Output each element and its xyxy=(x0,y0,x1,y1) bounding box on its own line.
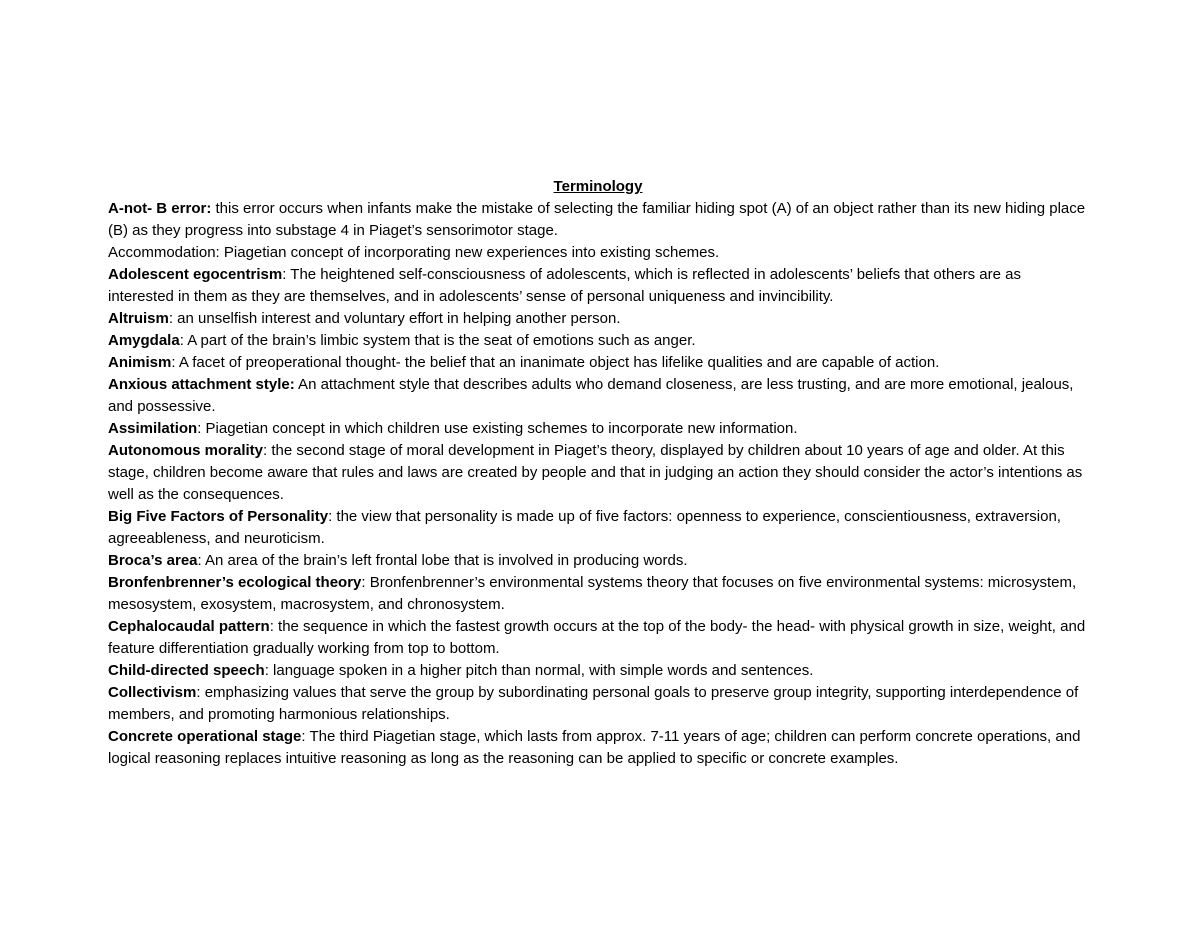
definition: : A facet of preoperational thought- the belief that an inanimate object has lifelike qualities and are capable of action. xyxy=(171,354,940,371)
entry-autonomous-morality xyxy=(108,440,1088,506)
term: Adolescent egocentrism xyxy=(108,266,283,283)
definition: : the second stage of moral development in Piaget’s theory, displayed by children about 10 years of age and older. At this stage, children become aware that rules and laws are created by people and that in judging an action they should consider the actor’s intentions as well as the consequences. xyxy=(108,442,1083,503)
definition: : The heightened self-consciousness of adolescents, which is reflected in adolescents’ beliefs that others are as interested in them as they are themselves, and in adolescents’ sense of personal uniqueness and invincibility. xyxy=(108,266,1021,305)
definition: : The third Piagetian stage, which lasts from approx. 7-11 years of age; children can perform concrete operations, and logical reasoning replaces intuitive reasoning as long as the reasoning can be applied to specific or concrete examples. xyxy=(108,728,1081,767)
term: Child-directed speech xyxy=(108,662,265,679)
entry-child-directed-speech xyxy=(108,660,1088,682)
term: Amygdala xyxy=(108,332,180,349)
term: A-not- B error: xyxy=(108,200,212,217)
definition: : An area of the brain’s left frontal lobe that is involved in producing words. xyxy=(197,552,688,569)
entry-amygdala xyxy=(108,330,1088,352)
term: Cephalocaudal pattern xyxy=(108,618,270,635)
definition: An attachment style that describes adults who demand closeness, are less trusting, and are more emotional, jealous, and possessive. xyxy=(108,376,1074,415)
definition: : the view that personality is made up of five factors: openness to experience, conscientiousness, extraversion, agreeableness, and neuroticism. xyxy=(108,508,1061,547)
definition: : Piagetian concept in which children use existing schemes to incorporate new information. xyxy=(197,420,798,437)
definition: : language spoken in a higher pitch than normal, with simple words and sentences. xyxy=(264,662,814,679)
term: Anxious attachment style: xyxy=(108,376,295,393)
term: Altruism xyxy=(108,310,169,327)
term: Bronfenbrenner’s ecological theory xyxy=(108,574,362,591)
definition: Accommodation: Piagetian concept of incorporating new experiences into existing schemes. xyxy=(108,244,720,261)
entry-animism xyxy=(108,352,1088,374)
document-content xyxy=(108,176,1088,770)
entry-concrete-operational-stage xyxy=(108,726,1088,770)
entry-collectivism xyxy=(108,682,1088,726)
entry-altruism xyxy=(108,308,1088,330)
entry-anxious-attachment-style xyxy=(108,374,1088,418)
term: Assimilation xyxy=(108,420,198,437)
term: Collectivism xyxy=(108,684,197,701)
definition: : A part of the brain’s limbic system that is the seat of emotions such as anger. xyxy=(179,332,696,349)
entry-accommodation xyxy=(108,242,1088,264)
entry-cephalocaudal-pattern xyxy=(108,616,1088,660)
term: Broca’s area xyxy=(108,552,198,569)
definition: : Bronfenbrenner’s environmental systems theory that focuses on five environmental systems: microsystem, mesosystem, exosystem, macrosystem, and chronosystem. xyxy=(108,574,1077,613)
definition: : emphasizing values that serve the group by subordinating personal goals to preserve group integrity, supporting interdependence of members, and promoting harmonious relationships. xyxy=(108,684,1079,723)
entry-brocas-area xyxy=(108,550,1088,572)
definition: this error occurs when infants make the mistake of selecting the familiar hiding spot (A) of an object rather than its new hiding place (B) as they progress into substage 4 in Piaget’s sensorimotor stage. xyxy=(108,200,1086,239)
definition: : the sequence in which the fastest growth occurs at the top of the body- the head- with physical growth in size, weight, and feature differentiation gradually working from top to bottom. xyxy=(108,618,1086,657)
entry-adolescent-egocentrism xyxy=(108,264,1088,308)
definition: : an unselfish interest and voluntary effort in helping another person. xyxy=(168,310,621,327)
term: Concrete operational stage xyxy=(108,728,302,745)
entry-bronfenbrenners-ecological-theory xyxy=(108,572,1088,616)
entry-big-five-factors xyxy=(108,506,1088,550)
term: Animism xyxy=(108,354,172,371)
term: Autonomous morality xyxy=(108,442,264,459)
entry-a-not-b-error xyxy=(108,198,1088,242)
entry-assimilation xyxy=(108,418,1088,440)
document-title: Terminology xyxy=(553,178,643,195)
term: Big Five Factors of Personality xyxy=(108,508,329,525)
